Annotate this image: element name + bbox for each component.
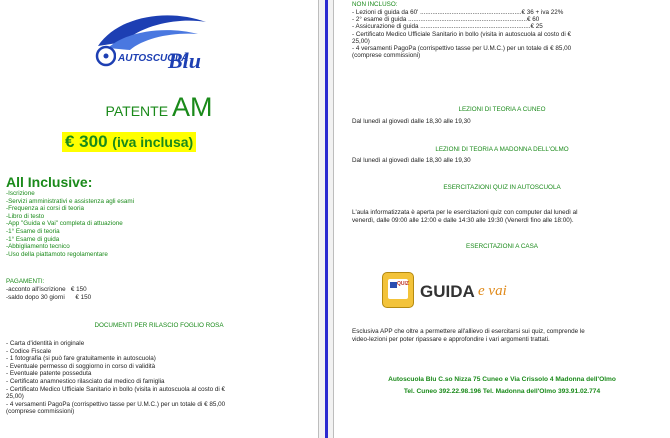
page-title — [0, 92, 318, 123]
include-item: -Servizi amministrativi e assistenza agli esami — [6, 197, 135, 205]
not-included-title: NON INCLUSO: — [352, 1, 398, 8]
app-text-line-1: Esclusiva APP che oltre a permettere all'allievo di esercitarsi sui quiz, comprende le — [352, 328, 585, 335]
all-inclusive-heading: All Inclusive: — [6, 174, 93, 190]
doc-item: - Certificato Medico Ufficiale Sanitario in bollo (visita in autoscuola al costo di € — [6, 385, 225, 393]
page-separator-bar — [325, 0, 328, 438]
not-included-item: - Assicurazione di guida ...............................................................€ 25 — [352, 23, 543, 31]
app-brand-script: e vai — [478, 283, 507, 299]
include-item: -Uso della piattamoto regolamentare — [6, 250, 108, 258]
include-item: -Frequenza ai corsi di teoria — [6, 205, 85, 213]
doc-item: 25,00) — [6, 393, 24, 401]
docs-list — [6, 340, 225, 416]
include-item: -1° Esame di teoria — [6, 227, 60, 235]
doc-item: - Codice Fiscale — [6, 347, 52, 355]
section-text-cuneo: Dal lunedì al giovedì dalle 18,30 alle 19,30 — [352, 118, 471, 125]
doc-item: - Eventuale permesso di soggiorno in corso di validità — [6, 362, 156, 370]
not-included-extra-line: - Certificato Medico Ufficiale Sanitario in bollo (visita in autoscuola al costo di € — [352, 30, 571, 38]
not-included-list — [352, 9, 571, 59]
quiz-text-line-2: venerdì, dalle 09:00 alle 12:00 e dalle 14:30 alle 19:30 (Venerdì fino alle 18:00). — [352, 217, 574, 224]
doc-item: - 1 fotografia (si può fare gratuitamente in autoscuola) — [6, 355, 156, 363]
price-note: (iva inclusa) — [112, 134, 194, 150]
not-included-item: - Lezioni di guida da 60' ..........................................................€ 36 + iva 22% — [352, 9, 564, 16]
logo-text: AUTOSCUOLA — [118, 53, 189, 64]
not-included-item: - 2° esame di guida ....................................................................€ 60 — [352, 16, 540, 24]
home-title: ESERCITAZIONI A CASA — [466, 243, 538, 250]
doc-item: - Certificato anamnestico rilasciato dal medico di famiglia — [6, 377, 165, 385]
app-text-line-2: video-lezioni per poter ripassare e approfondire i vari argomenti trattati. — [352, 336, 550, 343]
section-title-madonna: LEZIONI DI TEORIA A MADONNA DELL'OLMO — [435, 146, 569, 153]
doc-item: - Eventuale patente posseduta — [6, 370, 92, 378]
includes-list — [6, 190, 134, 258]
doc-item: - 4 versamenti PagoPa (corrispettivo tasse per U.M.C.) per un totale di € 85,00 — [6, 400, 226, 408]
app-brand: GUIDA — [420, 282, 475, 301]
payment-row-1: -acconto all'iscrizione € 150 — [6, 286, 87, 293]
price-badge — [62, 132, 196, 152]
include-item: -Iscrizione — [6, 190, 35, 197]
include-item: -Abbigliamento tecnico — [6, 243, 70, 251]
not-included-extra-line: - 4 versamenti PagoPa (corrispettivo tasse per U.M.C.) per un totale di € 85,00 — [352, 45, 572, 53]
logo-brand: Blu — [168, 48, 202, 73]
title-license-class: AM — [171, 92, 213, 122]
include-item: -Libro di testo — [6, 212, 45, 220]
left-page — [0, 0, 318, 438]
title-prefix: PATENTE — [105, 103, 169, 119]
payments-title: PAGAMENTI: — [6, 278, 45, 285]
quiz-title: ESERCITAZIONI QUIZ IN AUTOSCUOLA — [443, 184, 561, 191]
guida-e-vai-app-icon: QUIZ — [382, 272, 414, 308]
doc-item: (comprese commissioni) — [6, 408, 75, 416]
not-included-extra-line: 25,00) — [352, 37, 370, 45]
price-value: € 300 — [65, 132, 108, 151]
right-page — [334, 0, 670, 438]
include-item: -1° Esame di guida — [6, 235, 60, 243]
page-gutter — [318, 0, 334, 438]
footer-phones: Tel. Cuneo 392.22.98.196 Tel. Madonna dell'Olmo 393.91.02.774 — [403, 388, 601, 395]
include-item: -App "Guida e Vai" completa di attuazione — [6, 220, 123, 228]
section-title-cuneo: LEZIONI DI TEORIA A CUNEO — [458, 106, 546, 113]
doc-item: - Carta d'identità in originale — [6, 340, 85, 347]
autoscuola-blu-logo — [88, 8, 218, 76]
section-text-madonna: Dal lunedì al giovedì dalle 18,30 alle 19,30 — [352, 157, 471, 164]
docs-title: DOCUMENTI PER RILASCIO FOGLIO ROSA — [94, 322, 224, 329]
footer-address: Autoscuola Blu C.so Nizza 75 Cuneo e Via Crissolo 4 Madonna dell'Olmo — [388, 376, 616, 383]
payment-row-2: -saldo dopo 30 giorni € 150 — [6, 294, 92, 301]
quiz-text-line-1: L'aula informatizzata è aperta per le esercitazioni quiz con computer dal lunedì al — [352, 209, 578, 216]
not-included-extra-line: (comprese commissioni) — [352, 52, 421, 60]
